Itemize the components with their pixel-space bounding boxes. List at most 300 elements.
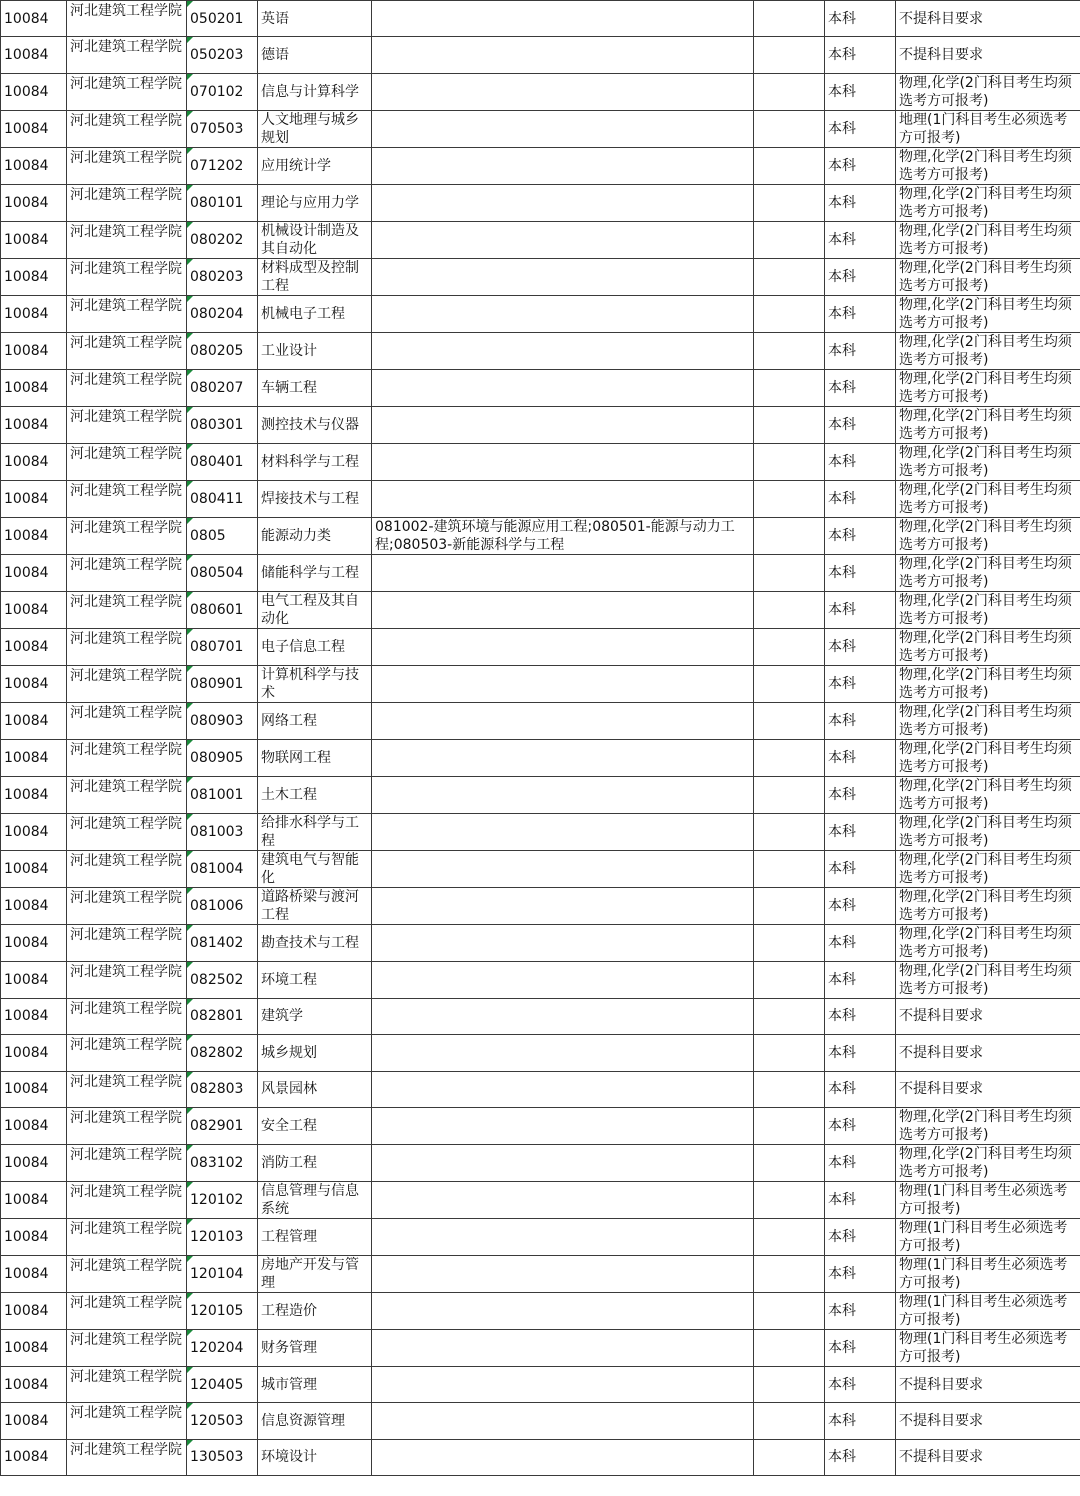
empty-cell [754,776,825,813]
table-row [1,1144,1080,1181]
subject-requirement-cell: 物理,化学(2门科目考生均须选考方可报考) [896,554,1080,591]
empty-cell [754,924,825,961]
included-majors-cell [372,1181,754,1218]
major-name-cell: 材料科学与工程 [258,443,372,480]
major-code-cell: 083102 [187,1144,258,1181]
included-majors-cell [372,1035,754,1071]
table-row [1,406,1080,443]
subject-requirement-cell: 物理,化学(2门科目考生均须选考方可报考) [896,295,1080,332]
included-majors-cell [372,998,754,1034]
school-name-cell: 河北建筑工程学院 [67,1329,187,1366]
major-code-cell: 081402 [187,924,258,961]
empty-cell [754,887,825,924]
school-name-cell: 河北建筑工程学院 [67,998,187,1034]
major-name-cell: 城乡规划 [258,1035,372,1071]
subject-requirement-cell: 物理,化学(2门科目考生均须选考方可报考) [896,258,1080,295]
table-row [1,258,1080,295]
table-row [1,1071,1080,1107]
table-row [1,73,1080,110]
major-name-cell: 工程管理 [258,1218,372,1255]
table-row [1,702,1080,739]
subject-requirement-cell: 物理,化学(2门科目考生均须选考方可报考) [896,776,1080,813]
level-cell: 本科 [825,480,896,517]
major-code-cell: 130503 [187,1439,258,1475]
level-cell: 本科 [825,221,896,258]
empty-cell [754,37,825,73]
table-row [1,369,1080,406]
major-name-cell: 电子信息工程 [258,628,372,665]
included-majors-cell [372,332,754,369]
empty-cell [754,628,825,665]
major-name-cell: 建筑学 [258,998,372,1034]
level-cell: 本科 [825,1181,896,1218]
level-cell: 本科 [825,110,896,147]
included-majors-cell [372,147,754,184]
school-code-cell: 10084 [1,1,67,37]
level-cell: 本科 [825,37,896,73]
included-majors-cell [372,924,754,961]
major-name-cell: 机械设计制造及其自动化 [258,221,372,258]
empty-cell [754,406,825,443]
school-code-cell: 10084 [1,1255,67,1292]
major-name-cell: 材料成型及控制工程 [258,258,372,295]
included-majors-cell [372,221,754,258]
school-name-cell: 河北建筑工程学院 [67,961,187,998]
major-name-cell: 城市管理 [258,1366,372,1402]
table-row [1,776,1080,813]
school-code-cell: 10084 [1,295,67,332]
table-row [1,961,1080,998]
major-name-cell: 风景园林 [258,1071,372,1107]
level-cell: 本科 [825,776,896,813]
subject-requirement-cell: 不提科目要求 [896,1439,1080,1475]
empty-cell [754,110,825,147]
school-code-cell: 10084 [1,480,67,517]
school-code-cell: 10084 [1,887,67,924]
table-row [1,184,1080,221]
table-row [1,1439,1080,1475]
included-majors-cell [372,443,754,480]
school-code-cell: 10084 [1,702,67,739]
school-name-cell: 河北建筑工程学院 [67,702,187,739]
included-majors-cell [372,1218,754,1255]
level-cell: 本科 [825,443,896,480]
major-name-cell: 安全工程 [258,1107,372,1144]
subject-requirement-cell: 不提科目要求 [896,1035,1080,1071]
school-code-cell: 10084 [1,1366,67,1402]
school-code-cell: 10084 [1,258,67,295]
table-row [1,591,1080,628]
school-code-cell: 10084 [1,850,67,887]
school-name-cell: 河北建筑工程学院 [67,517,187,554]
level-cell: 本科 [825,369,896,406]
level-cell: 本科 [825,702,896,739]
major-code-cell: 082803 [187,1071,258,1107]
school-name-cell: 河北建筑工程学院 [67,1218,187,1255]
school-code-cell: 10084 [1,147,67,184]
empty-cell [754,554,825,591]
subject-requirement-cell: 不提科目要求 [896,1,1080,37]
level-cell: 本科 [825,1035,896,1071]
major-code-cell: 080203 [187,258,258,295]
subject-requirement-cell: 物理,化学(2门科目考生均须选考方可报考) [896,443,1080,480]
major-name-cell: 房地产开发与管理 [258,1255,372,1292]
major-code-cell: 082802 [187,1035,258,1071]
empty-cell [754,1439,825,1475]
level-cell: 本科 [825,665,896,702]
major-code-cell: 080301 [187,406,258,443]
school-code-cell: 10084 [1,1107,67,1144]
table-row [1,628,1080,665]
subject-requirement-cell: 地理(1门科目考生必须选考方可报考) [896,110,1080,147]
school-code-cell: 10084 [1,1144,67,1181]
major-code-cell: 082502 [187,961,258,998]
subject-requirement-cell: 物理,化学(2门科目考生均须选考方可报考) [896,517,1080,554]
subject-requirement-cell: 物理(1门科目考生必须选考方可报考) [896,1292,1080,1329]
level-cell: 本科 [825,295,896,332]
level-cell: 本科 [825,554,896,591]
major-code-cell: 050201 [187,1,258,37]
major-code-cell: 080207 [187,369,258,406]
subject-requirement-cell: 物理,化学(2门科目考生均须选考方可报考) [896,221,1080,258]
empty-cell [754,147,825,184]
empty-cell [754,998,825,1034]
included-majors-cell [372,369,754,406]
empty-cell [754,850,825,887]
table-row [1,813,1080,850]
table-row [1,1107,1080,1144]
subject-requirement-cell: 不提科目要求 [896,1403,1080,1439]
table-row [1,480,1080,517]
major-name-cell: 土木工程 [258,776,372,813]
subject-requirement-cell: 物理(1门科目考生必须选考方可报考) [896,1218,1080,1255]
subject-requirement-cell: 不提科目要求 [896,1366,1080,1402]
school-name-cell: 河北建筑工程学院 [67,443,187,480]
school-code-cell: 10084 [1,665,67,702]
major-code-cell: 120104 [187,1255,258,1292]
major-name-cell: 应用统计学 [258,147,372,184]
empty-cell [754,961,825,998]
major-name-cell: 信息管理与信息系统 [258,1181,372,1218]
major-name-cell: 英语 [258,1,372,37]
school-name-cell: 河北建筑工程学院 [67,850,187,887]
school-code-cell: 10084 [1,369,67,406]
school-name-cell: 河北建筑工程学院 [67,37,187,73]
included-majors-cell [372,480,754,517]
school-name-cell: 河北建筑工程学院 [67,1144,187,1181]
level-cell: 本科 [825,406,896,443]
table-row [1,37,1080,73]
level-cell: 本科 [825,998,896,1034]
major-name-cell: 建筑电气与智能化 [258,850,372,887]
empty-cell [754,258,825,295]
table-row [1,998,1080,1034]
level-cell: 本科 [825,887,896,924]
major-code-cell: 120103 [187,1218,258,1255]
included-majors-cell [372,1439,754,1475]
table-row [1,1329,1080,1366]
major-code-cell: 082801 [187,998,258,1034]
level-cell: 本科 [825,628,896,665]
empty-cell [754,813,825,850]
major-code-cell: 070102 [187,73,258,110]
school-code-cell: 10084 [1,1292,67,1329]
level-cell: 本科 [825,1255,896,1292]
major-name-cell: 机械电子工程 [258,295,372,332]
table-row [1,1292,1080,1329]
school-code-cell: 10084 [1,406,67,443]
included-majors-cell [372,1255,754,1292]
school-name-cell: 河北建筑工程学院 [67,147,187,184]
subject-requirement-cell: 物理,化学(2门科目考生均须选考方可报考) [896,739,1080,776]
major-name-cell: 道路桥梁与渡河工程 [258,887,372,924]
empty-cell [754,1035,825,1071]
table-row [1,443,1080,480]
included-majors-cell [372,961,754,998]
major-code-cell: 080905 [187,739,258,776]
subject-requirement-cell: 物理,化学(2门科目考生均须选考方可报考) [896,591,1080,628]
subject-requirement-cell: 物理,化学(2门科目考生均须选考方可报考) [896,406,1080,443]
empty-cell [754,591,825,628]
school-code-cell: 10084 [1,776,67,813]
school-name-cell: 河北建筑工程学院 [67,1403,187,1439]
major-code-cell: 120105 [187,1292,258,1329]
subject-requirement-cell: 物理,化学(2门科目考生均须选考方可报考) [896,1107,1080,1144]
included-majors-cell [372,1366,754,1402]
school-name-cell: 河北建筑工程学院 [67,221,187,258]
major-name-cell: 信息资源管理 [258,1403,372,1439]
table-row [1,665,1080,702]
major-code-cell: 080401 [187,443,258,480]
level-cell: 本科 [825,1329,896,1366]
school-code-cell: 10084 [1,37,67,73]
empty-cell [754,1403,825,1439]
included-majors-cell [372,702,754,739]
included-majors-cell [372,295,754,332]
table-row [1,110,1080,147]
school-code-cell: 10084 [1,1181,67,1218]
empty-cell [754,665,825,702]
school-code-cell: 10084 [1,998,67,1034]
table-row [1,1035,1080,1071]
subject-requirement-cell: 不提科目要求 [896,998,1080,1034]
level-cell: 本科 [825,147,896,184]
table-row [1,517,1080,554]
school-code-cell: 10084 [1,1403,67,1439]
major-code-cell: 080411 [187,480,258,517]
included-majors-cell [372,1,754,37]
school-name-cell: 河北建筑工程学院 [67,258,187,295]
included-majors-cell [372,1071,754,1107]
included-majors-cell: 081002-建筑环境与能源应用工程;080501-能源与动力工程;080503-新能源科学与工程 [372,517,754,554]
school-code-cell: 10084 [1,1071,67,1107]
table-row [1,147,1080,184]
school-name-cell: 河北建筑工程学院 [67,480,187,517]
level-cell: 本科 [825,813,896,850]
subject-requirement-cell: 物理,化学(2门科目考生均须选考方可报考) [896,665,1080,702]
school-code-cell: 10084 [1,73,67,110]
level-cell: 本科 [825,1439,896,1475]
school-name-cell: 河北建筑工程学院 [67,295,187,332]
table-row [1,1255,1080,1292]
included-majors-cell [372,258,754,295]
school-name-cell: 河北建筑工程学院 [67,1107,187,1144]
school-name-cell: 河北建筑工程学院 [67,554,187,591]
major-code-cell: 120204 [187,1329,258,1366]
major-code-cell: 080903 [187,702,258,739]
empty-cell [754,332,825,369]
level-cell: 本科 [825,1292,896,1329]
school-name-cell: 河北建筑工程学院 [67,1035,187,1071]
empty-cell [754,1292,825,1329]
school-name-cell: 河北建筑工程学院 [67,628,187,665]
school-code-cell: 10084 [1,813,67,850]
table-row [1,332,1080,369]
major-code-cell: 081004 [187,850,258,887]
included-majors-cell [372,887,754,924]
school-code-cell: 10084 [1,1439,67,1475]
subject-requirement-cell: 物理,化学(2门科目考生均须选考方可报考) [896,1144,1080,1181]
level-cell: 本科 [825,591,896,628]
school-code-cell: 10084 [1,443,67,480]
school-code-cell: 10084 [1,332,67,369]
school-name-cell: 河北建筑工程学院 [67,813,187,850]
level-cell: 本科 [825,1,896,37]
major-name-cell: 人文地理与城乡规划 [258,110,372,147]
included-majors-cell [372,184,754,221]
major-name-cell: 车辆工程 [258,369,372,406]
subject-requirement-cell: 物理,化学(2门科目考生均须选考方可报考) [896,850,1080,887]
level-cell: 本科 [825,1071,896,1107]
included-majors-cell [372,110,754,147]
empty-cell [754,702,825,739]
major-code-cell: 050203 [187,37,258,73]
major-name-cell: 理论与应用力学 [258,184,372,221]
major-code-cell: 120102 [187,1181,258,1218]
subject-requirement-cell: 物理(1门科目考生必须选考方可报考) [896,1181,1080,1218]
school-code-cell: 10084 [1,591,67,628]
included-majors-cell [372,554,754,591]
table-body [1,1,1080,1476]
major-name-cell: 勘查技术与工程 [258,924,372,961]
school-name-cell: 河北建筑工程学院 [67,887,187,924]
subject-requirement-cell: 物理,化学(2门科目考生均须选考方可报考) [896,184,1080,221]
included-majors-cell [372,1403,754,1439]
major-name-cell: 消防工程 [258,1144,372,1181]
major-name-cell: 能源动力类 [258,517,372,554]
included-majors-cell [372,665,754,702]
major-code-cell: 080204 [187,295,258,332]
empty-cell [754,480,825,517]
major-code-cell: 080701 [187,628,258,665]
subject-requirement-cell: 物理,化学(2门科目考生均须选考方可报考) [896,73,1080,110]
subject-requirement-cell: 物理(1门科目考生必须选考方可报考) [896,1255,1080,1292]
empty-cell [754,739,825,776]
empty-cell [754,295,825,332]
level-cell: 本科 [825,850,896,887]
major-code-cell: 070503 [187,110,258,147]
table-row [1,295,1080,332]
subject-requirement-cell: 不提科目要求 [896,37,1080,73]
subject-requirement-cell: 物理,化学(2门科目考生均须选考方可报考) [896,147,1080,184]
school-code-cell: 10084 [1,924,67,961]
school-code-cell: 10084 [1,554,67,591]
subject-requirement-cell: 物理,化学(2门科目考生均须选考方可报考) [896,924,1080,961]
empty-cell [754,1144,825,1181]
table-row [1,1366,1080,1402]
major-name-cell: 焊接技术与工程 [258,480,372,517]
level-cell: 本科 [825,739,896,776]
school-code-cell: 10084 [1,628,67,665]
school-name-cell: 河北建筑工程学院 [67,591,187,628]
major-name-cell: 工业设计 [258,332,372,369]
included-majors-cell [372,406,754,443]
included-majors-cell [372,37,754,73]
major-name-cell: 环境设计 [258,1439,372,1475]
school-name-cell: 河北建筑工程学院 [67,73,187,110]
subject-requirement-cell: 物理,化学(2门科目考生均须选考方可报考) [896,480,1080,517]
school-name-cell: 河北建筑工程学院 [67,1071,187,1107]
included-majors-cell [372,591,754,628]
table-row [1,1181,1080,1218]
empty-cell [754,517,825,554]
empty-cell [754,73,825,110]
table-row [1,887,1080,924]
level-cell: 本科 [825,1366,896,1402]
table-row [1,850,1080,887]
school-name-cell: 河北建筑工程学院 [67,332,187,369]
table-row [1,739,1080,776]
included-majors-cell [372,1292,754,1329]
major-code-cell: 081006 [187,887,258,924]
table-row [1,1403,1080,1439]
empty-cell [754,221,825,258]
empty-cell [754,184,825,221]
school-name-cell: 河北建筑工程学院 [67,110,187,147]
level-cell: 本科 [825,184,896,221]
school-name-cell: 河北建筑工程学院 [67,369,187,406]
major-code-cell: 082901 [187,1107,258,1144]
empty-cell [754,1366,825,1402]
included-majors-cell [372,1144,754,1181]
major-name-cell: 给排水科学与工程 [258,813,372,850]
major-code-cell: 120405 [187,1366,258,1402]
empty-cell [754,1107,825,1144]
included-majors-cell [372,813,754,850]
empty-cell [754,1329,825,1366]
level-cell: 本科 [825,517,896,554]
school-name-cell: 河北建筑工程学院 [67,739,187,776]
included-majors-cell [372,739,754,776]
school-code-cell: 10084 [1,1329,67,1366]
major-name-cell: 储能科学与工程 [258,554,372,591]
subject-requirement-cell: 物理,化学(2门科目考生均须选考方可报考) [896,813,1080,850]
school-name-cell: 河北建筑工程学院 [67,1,187,37]
school-code-cell: 10084 [1,1218,67,1255]
major-code-cell: 0805 [187,517,258,554]
school-name-cell: 河北建筑工程学院 [67,1181,187,1218]
school-code-cell: 10084 [1,517,67,554]
subject-requirement-cell: 不提科目要求 [896,1071,1080,1107]
subject-requirement-cell: 物理(1门科目考生必须选考方可报考) [896,1329,1080,1366]
school-name-cell: 河北建筑工程学院 [67,1292,187,1329]
subject-requirement-cell: 物理,化学(2门科目考生均须选考方可报考) [896,887,1080,924]
included-majors-cell [372,73,754,110]
school-code-cell: 10084 [1,961,67,998]
empty-cell [754,1255,825,1292]
school-name-cell: 河北建筑工程学院 [67,924,187,961]
school-name-cell: 河北建筑工程学院 [67,406,187,443]
